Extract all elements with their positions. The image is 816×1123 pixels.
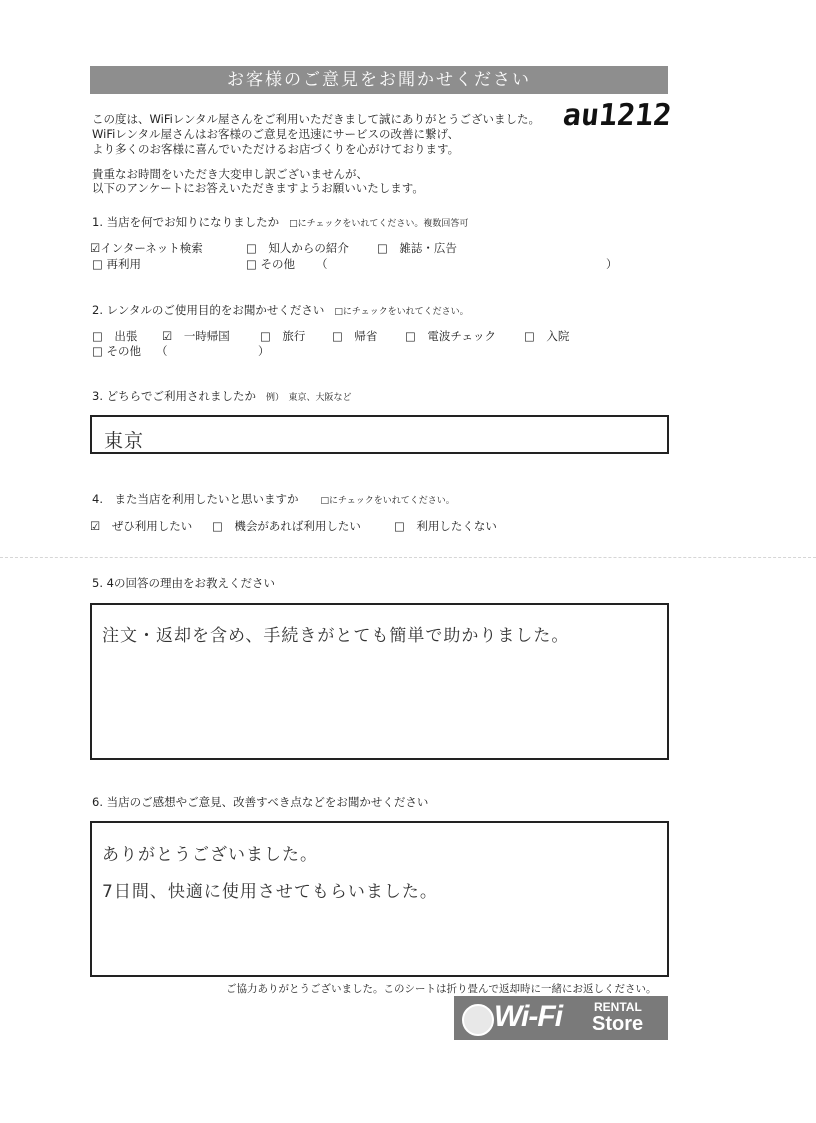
fold-line (0, 557, 816, 558)
checkbox-icon[interactable]: □ (405, 329, 416, 343)
q3-note: 例） 東京、大阪など (266, 393, 352, 403)
q4-option-no[interactable] (394, 518, 497, 534)
q2-option-signal-check[interactable] (405, 328, 496, 344)
q5-label: 5. 4の回答の理由をお教えください (92, 576, 275, 590)
logo-wifi-text: Wi-Fi (494, 1000, 563, 1033)
checkbox-icon[interactable]: □ (246, 257, 257, 271)
q6-answer-line-2: 7日間、快適に使用させてもらいました。 (102, 882, 438, 902)
q2-question: 2. レンタルのご使用目的をお聞かせください (92, 303, 325, 317)
q3-label (92, 388, 352, 404)
q1-option-internet[interactable] (90, 240, 203, 256)
q1-option-referral[interactable] (246, 240, 349, 256)
q1-other-close-paren: ） (606, 257, 618, 271)
option-label: 帰省 (354, 329, 378, 343)
logo-store-text: Store (592, 1013, 644, 1035)
q5-answer: 注文・返却を含め、手続きがとても簡単で助かりました。 (102, 626, 570, 646)
q6-answer-box[interactable] (90, 821, 669, 977)
q4-option-if-chance[interactable] (212, 518, 361, 534)
checkbox-checked-icon[interactable]: ☑ (90, 241, 101, 255)
q6-answer-line-1: ありがとうございました。 (102, 845, 318, 865)
checkbox-icon[interactable]: □ (92, 329, 103, 343)
q2-other-open-paren: （ (156, 344, 168, 358)
handwritten-code: au1212 (561, 98, 674, 133)
q1-question: 1. 当店を何でお知りになりましたか (92, 215, 280, 229)
q6-label: 6. 当店のご感想やご意見、改善すべき点などをお聞かせください (92, 795, 429, 809)
wifi-rental-store-logo (454, 996, 668, 1040)
q4-label (92, 491, 455, 507)
q1-label (92, 214, 468, 230)
q4-question: 4. また当店を利用したいと思いますか (92, 492, 299, 506)
checkbox-icon[interactable]: □ (332, 329, 343, 343)
q5-answer-box[interactable] (90, 603, 669, 760)
checkbox-icon[interactable]: □ (377, 241, 388, 255)
checkbox-icon[interactable]: □ (92, 344, 103, 358)
q3-answer: 東京 (104, 430, 145, 452)
checkbox-icon[interactable]: □ (260, 329, 271, 343)
q2-option-travel[interactable] (260, 328, 305, 344)
q3-question: 3. どちらでご利用されましたか (92, 389, 257, 403)
q1-option-magazine[interactable] (377, 240, 457, 256)
q2-label (92, 302, 469, 318)
intro-line-1: この度は、WiFiレンタル屋さんをご利用いただきまして誠にありがとうございました。 (92, 112, 541, 126)
q1-option-other[interactable] (246, 256, 295, 272)
checkbox-icon[interactable]: □ (246, 241, 257, 255)
q2-option-homecoming[interactable] (332, 328, 377, 344)
option-label: 出張 (114, 329, 138, 343)
page-title: お客様のご意見をお聞かせください (90, 66, 668, 94)
q4-note: □にチェックをいれてください。 (320, 496, 455, 506)
checkbox-checked-icon[interactable]: ☑ (162, 329, 173, 343)
option-label: その他 (260, 257, 296, 271)
option-label: 旅行 (282, 329, 306, 343)
q2-other-close-paren: ） (258, 344, 270, 358)
footer-note: ご協力ありがとうございました。このシートは折り畳んで返却時に一緒にお返しください。 (226, 983, 657, 995)
option-label: 知人からの紹介 (268, 241, 349, 255)
q2-option-business[interactable] (92, 328, 137, 344)
option-label: 利用したくない (416, 519, 497, 533)
option-label: 入院 (546, 329, 570, 343)
logo-rental-text: RENTAL (594, 1000, 642, 1014)
q2-option-hospital[interactable] (524, 328, 569, 344)
q1-other-open-paren: （ (316, 257, 328, 271)
q2-option-temporary-return[interactable] (162, 328, 230, 344)
option-label: 雑誌・広告 (399, 241, 457, 255)
q3-answer-box[interactable] (90, 415, 669, 454)
checkbox-icon[interactable]: □ (212, 519, 223, 533)
option-label: その他 (106, 344, 142, 358)
option-label: 再利用 (106, 257, 142, 271)
option-label: 機会があれば利用したい (234, 519, 361, 533)
q1-option-reuse[interactable] (92, 256, 141, 272)
q2-note: □にチェックをいれてください。 (334, 307, 469, 317)
checkbox-icon[interactable]: □ (92, 257, 103, 271)
mascot-icon (462, 1004, 494, 1036)
q1-note: □にチェックをいれてください。複数回答可 (289, 219, 469, 229)
q2-option-other[interactable] (92, 343, 141, 359)
intro-line-4: 貴重なお時間をいただき大変申し訳ございませんが、 (92, 167, 368, 181)
option-label: 電波チェック (427, 329, 497, 343)
option-label: インターネット検索 (100, 241, 203, 255)
checkbox-icon[interactable]: □ (394, 519, 405, 533)
intro-line-5: 以下のアンケートにお答えいただきますようお願いいたします。 (92, 181, 424, 195)
checkbox-checked-icon[interactable]: ☑ (90, 519, 101, 533)
checkbox-icon[interactable]: □ (524, 329, 535, 343)
q4-option-definitely[interactable] (90, 518, 192, 534)
intro-line-2: WiFiレンタル屋さんはお客様のご意見を迅速にサービスの改善に繋げ、 (92, 127, 460, 141)
option-label: ぜひ利用したい (111, 519, 193, 533)
intro-line-3: より多くのお客様に喜んでいただけるお店づくりを心がけております。 (92, 142, 460, 156)
option-label: 一時帰国 (183, 329, 230, 343)
